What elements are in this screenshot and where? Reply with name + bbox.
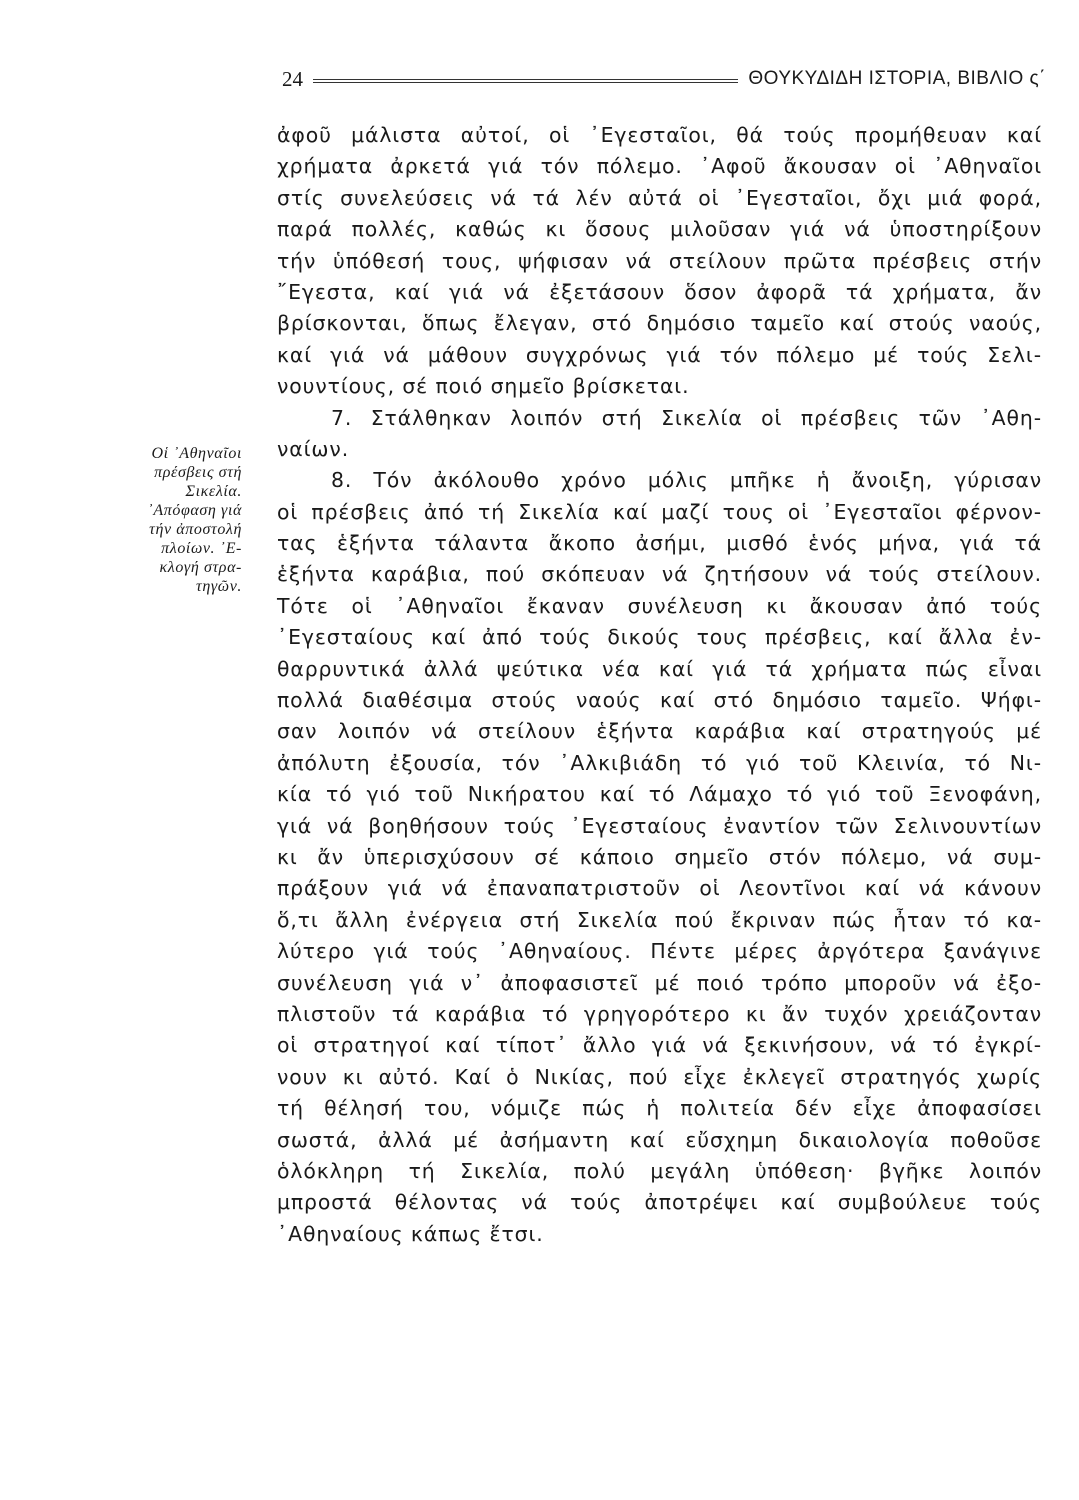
paragraph-8-start: 8. Τόν ἀκόλουθο χρόνο μόλις μπῆκε ἡ ἄνοιξη, γύρισαν: [331, 468, 1042, 493]
text-line: γιά νά βοηθήσουν τούς ᾿Εγεσταίους ἐναντίον τῶν Σελινουντίων: [277, 813, 1042, 838]
text-line: σωστά, ἀλλά μέ ἀσήμαντη καί εὔσχημη δικαιολογία ποθοῦσε: [277, 1127, 1042, 1152]
body-text: [277, 120, 1042, 1250]
text-line: θαρρυντικά ἀλλά ψεύτικα νέα καί γιά τά χρήματα πώς εἶναι: [277, 656, 1042, 681]
text-line: ᾿Εγεσταίους καί ἀπό τούς δικούς τους πρέσβεις, καί ἄλλα ἐν-: [277, 625, 1042, 650]
text-line: ἑξήντα καράβια, πού σκόπευαν νά ζητήσουν νά τούς στείλουν.: [277, 562, 1042, 587]
margin-note-line: Οἱ ᾿Αθηναῖοι: [151, 445, 242, 462]
paragraph-7-start: 7. Στάλθηκαν λοιπόν στή Σικελία οἱ πρέσβεις τῶν ᾿Αθη-: [331, 405, 1042, 430]
margin-note-line: Σικελία.: [185, 483, 242, 500]
page-header: [282, 64, 1046, 94]
text-line: ῎Εγεστα, καί γιά νά ἐξετάσουν ὅσον ἀφορᾶ τά χρήματα, ἄν: [277, 279, 1042, 304]
margin-note-line: τηγῶν.: [196, 578, 242, 595]
text-line: τας ἑξήντα τάλαντα ἄκοπο ἀσήμι, μισθό ἑνός μήνα, γιά τά: [277, 531, 1042, 556]
text-line: ὁλόκληρη τή Σικελία, πολύ μεγάλη ὑπόθεση· βγῆκε λοιπόν: [277, 1158, 1042, 1183]
text-line: ἀπόλυτη ἐξουσία, τόν ᾿Αλκιβιάδη τό γιό τοῦ Κλεινία, τό Νι-: [277, 750, 1042, 775]
text-line: τήν ὑπόθεσή τους, ψήφισαν νά στείλουν πρῶτα πρέσβεις στήν: [277, 248, 1042, 273]
text-line: λύτερο γιά τούς ᾿Αθηναίους. Πέντε μέρες ἀργότερα ξανάγινε: [277, 939, 1042, 964]
text-line: κία τό γιό τοῦ Νικήρατου καί τό Λάμαχο τό γιό τοῦ Ξενοφάνη,: [277, 782, 1042, 807]
page-number: 24: [282, 67, 303, 91]
text-line: νουντίους, σέ ποιό σημεῖο βρίσκεται.: [277, 374, 690, 399]
text-line: οἱ στρατηγοί καί τίποτ᾿ ἄλλο γιά νά ξεκινήσουν, νά τό ἐγκρί-: [277, 1033, 1042, 1058]
text-line: κι ἄν ὑπερισχύσουν σέ κάποιο σημεῖο στόν πόλεμο, νά συμ-: [277, 844, 1042, 869]
text-line: Τότε οἱ ᾿Αθηναῖοι ἔκαναν συνέλευση κι ἄκουσαν ἀπό τούς: [277, 593, 1042, 618]
text-line: πλιστοῦν τά καράβια τό γρηγορότερο κι ἄν τυχόν χρειάζονταν: [277, 1001, 1042, 1026]
margin-note-line: πλοίων. ᾿Ε-: [161, 540, 242, 557]
text-line: πράξουν γιά νά ἐπαναπατριστοῦν οἱ Λεοντῖνοι καί νά κάνουν: [277, 876, 1042, 901]
text-line: πολλά διαθέσιμα στούς ναούς καί στό δημόσιο ταμεῖο. Ψήφι-: [277, 688, 1042, 713]
text-line: ᾿Αθηναίους κάπως ἔτσι.: [277, 1221, 544, 1246]
header-rule: [313, 79, 738, 83]
text-line: ὅ,τι ἄλλη ἐνέργεια στή Σικελία πού ἔκριναν πώς ἦταν τό κα-: [277, 907, 1042, 932]
text-line: ναίων.: [277, 436, 350, 461]
margin-note-line: ᾿Απόφαση γιά: [147, 502, 242, 519]
text-line: νουν κι αὐτό. Καί ὁ Νικίας, πού εἶχε ἐκλεγεῖ στρατηγός χωρίς: [277, 1064, 1042, 1089]
text-line: βρίσκονται, ὅπως ἔλεγαν, στό δημόσιο ταμεῖο καί στούς ναούς,: [277, 311, 1042, 336]
text-line: μπροστά θέλοντας νά τούς ἀποτρέψει καί συμβούλευε τούς: [277, 1190, 1042, 1215]
text-line: χρήματα ἀρκετά γιά τόν πόλεμο. ᾿Αφοῦ ἄκουσαν οἱ ᾿Αθηναῖοι: [277, 154, 1042, 179]
text-line: στίς συνελεύσεις νά τά λέν αὐτά οἱ ᾿Εγεσταῖοι, ὄχι μιά φορά,: [277, 185, 1042, 210]
text-line: παρά πολλές, καθώς κι ὅσους μιλοῦσαν γιά νά ὑποστηρίξουν: [277, 217, 1042, 242]
running-head: ΘΟΥΚΥΔΙΔΗ ΙΣΤΟΡΙΑ, ΒΙΒΛΙΟ ς΄: [748, 68, 1046, 89]
text-line: ἀφοῦ μάλιστα αὐτοί, οἱ ᾿Εγεσταῖοι, θά τούς προμήθευαν καί: [277, 123, 1042, 147]
margin-note: [80, 444, 242, 596]
text-line: τή θέλησή του, νόμιζε πώς ἡ πολιτεία δέν εἶχε ἀποφασίσει: [277, 1096, 1042, 1121]
margin-note-line: τήν ἀποστολή: [149, 521, 242, 538]
text-line: συνέλευση γιά ν᾿ ἀποφασιστεῖ μέ ποιό τρόπο μποροῦν νά ἐξο-: [277, 970, 1042, 995]
margin-note-line: κλογή στρα-: [159, 559, 242, 576]
text-line: οἱ πρέσβεις ἀπό τή Σικελία καί μαζί τους οἱ ᾿Εγεσταῖοι φέρνον-: [277, 499, 1042, 524]
text-line: σαν λοιπόν νά στείλουν ἑξήντα καράβια καί στρατηγούς μέ: [277, 719, 1042, 744]
margin-note-line: πρέσβεις στή: [154, 464, 242, 481]
text-line: καί γιά νά μάθουν συγχρόνως γιά τόν πόλεμο μέ τούς Σελι-: [277, 342, 1042, 367]
